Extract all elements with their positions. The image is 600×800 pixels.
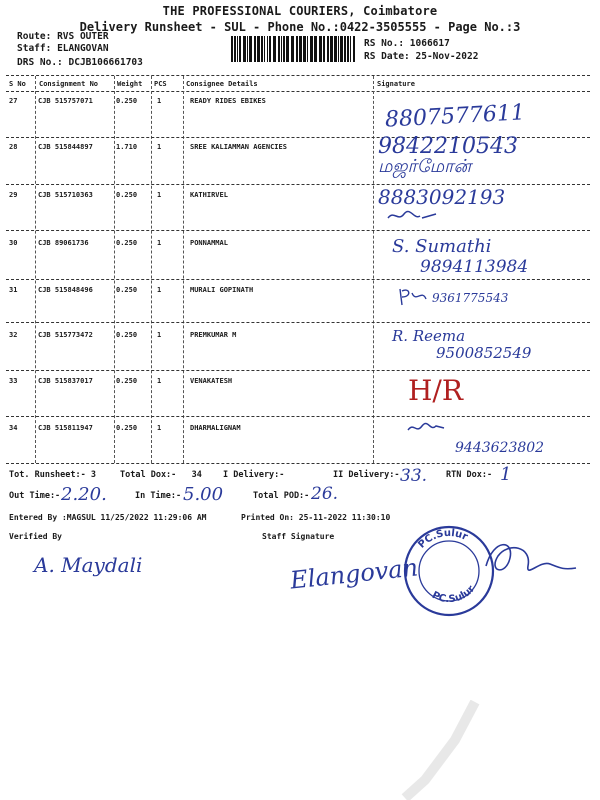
total-pod: Total POD:- bbox=[253, 491, 310, 501]
col-pcs: PCS bbox=[154, 80, 167, 88]
out-time-value: 2.20. bbox=[61, 484, 107, 505]
barcode-bar bbox=[353, 36, 355, 62]
barcode-bar bbox=[330, 36, 333, 62]
row-signature: 8807577611 bbox=[384, 100, 526, 133]
rtn-dox-value: 1 bbox=[500, 464, 512, 485]
row-weight: 0.250 bbox=[116, 286, 138, 294]
row-consignee: MURALI GOPINATH bbox=[190, 286, 254, 294]
stamp-top-text: PC.Sulur bbox=[416, 527, 470, 551]
row-signature: 9443623802 bbox=[455, 440, 545, 456]
barcode-bar bbox=[303, 36, 306, 62]
row-pcs: 1 bbox=[157, 191, 162, 199]
total-dox: Total Dox:- 34 bbox=[120, 470, 202, 480]
verified-signature: A. Maydali bbox=[34, 553, 143, 577]
row-signature-extra: 9500852549 bbox=[436, 344, 532, 362]
row-rule bbox=[6, 230, 590, 231]
row-sno: 31 bbox=[9, 286, 18, 294]
row-consignment: CJB 515811947 bbox=[38, 424, 93, 432]
col-signature: Signature bbox=[377, 80, 415, 88]
row-pcs: 1 bbox=[157, 143, 162, 151]
out-time: Out Time:- bbox=[9, 491, 61, 501]
svg-text:PC.Sulur bbox=[416, 528, 469, 551]
row-rule bbox=[6, 279, 590, 280]
row-consignment: CJB 515757071 bbox=[38, 97, 93, 105]
barcode-bar bbox=[243, 36, 246, 62]
col-divider bbox=[114, 76, 115, 463]
row-rule bbox=[6, 416, 590, 417]
rs-date-line: RS Date: 25-Nov-2022 bbox=[364, 51, 479, 62]
staff-value: ELANGOVAN bbox=[57, 43, 109, 54]
total-runsheet: Tot. Runsheet:- 3 bbox=[9, 470, 97, 480]
rs-no-line: RS No.: 1066617 bbox=[364, 38, 450, 49]
row-sno: 30 bbox=[9, 239, 18, 247]
row-pcs: 1 bbox=[157, 286, 162, 294]
row-signature: R. Reema bbox=[392, 327, 466, 345]
barcode-graphic bbox=[229, 36, 359, 62]
barcode-bar bbox=[261, 36, 263, 62]
staff-line: Staff: ELANGOVAN bbox=[17, 43, 109, 54]
barcode-bar bbox=[340, 36, 343, 62]
col-sno: S No bbox=[9, 80, 26, 88]
ii-delivery-value: 33. bbox=[400, 466, 428, 486]
row-signature: 9361775543 bbox=[432, 291, 509, 305]
row-sno: 33 bbox=[9, 377, 18, 385]
in-time-value: 5.00 bbox=[183, 484, 224, 505]
table-top-rule bbox=[6, 75, 590, 76]
barcode-bar bbox=[338, 36, 339, 62]
row-signature-scribble bbox=[396, 285, 432, 309]
barcode-bar bbox=[307, 36, 308, 62]
row-consignment: CJB 515837017 bbox=[38, 377, 93, 385]
col-consignee: Consignee Details bbox=[186, 80, 258, 88]
row-consignee: KATHIRVEL bbox=[190, 191, 228, 199]
row-weight: 0.250 bbox=[116, 191, 138, 199]
route-value: RVS OUTER bbox=[57, 31, 109, 42]
row-signature-extra: 9894113984 bbox=[420, 257, 529, 277]
barcode-bar bbox=[254, 36, 256, 62]
barcode-bar bbox=[269, 36, 271, 62]
staff-signature-label: Staff Signature bbox=[262, 532, 335, 541]
barcode-bar bbox=[234, 36, 236, 62]
staff-signature: Elangovan bbox=[288, 553, 420, 595]
row-signature: H/R bbox=[408, 374, 463, 407]
header-bottom-rule bbox=[6, 91, 590, 92]
row-rule bbox=[6, 322, 590, 323]
row-pcs: 1 bbox=[157, 377, 162, 385]
row-signature-extra: மஜர்மோன் bbox=[378, 156, 472, 177]
row-signature-scribble bbox=[384, 206, 444, 226]
i-delivery: I Delivery:- bbox=[223, 470, 285, 480]
row-pcs: 1 bbox=[157, 97, 162, 105]
entered-by: Entered By :MAGSUL 11/25/2022 11:29:06 AM bbox=[9, 513, 207, 522]
row-weight: 0.250 bbox=[116, 331, 138, 339]
barcode-bar bbox=[344, 36, 346, 62]
row-consignment: CJB 515710363 bbox=[38, 191, 93, 199]
barcode-bar bbox=[327, 36, 329, 62]
barcode-bar bbox=[257, 36, 260, 62]
col-divider bbox=[151, 76, 152, 463]
barcode-bar bbox=[231, 36, 233, 62]
barcode-bar bbox=[291, 36, 294, 62]
company-title: THE PROFESSIONAL COURIERS, Coimbatore bbox=[162, 4, 438, 18]
barcode-bar bbox=[314, 36, 317, 62]
row-weight: 1.710 bbox=[116, 143, 138, 151]
row-consignee: PONNAMMAL bbox=[190, 239, 228, 247]
row-rule bbox=[6, 370, 590, 371]
barcode-bar bbox=[296, 36, 298, 62]
barcode-bar bbox=[310, 36, 313, 62]
stamp-bottom-text: PC.Sulur bbox=[430, 583, 478, 606]
barcode-bar bbox=[247, 36, 248, 62]
barcode-bar bbox=[319, 36, 322, 62]
row-consignee: PREMKUMAR M bbox=[190, 331, 237, 339]
row-signature-scribble bbox=[406, 420, 446, 436]
drs-value: DCJB106661703 bbox=[68, 57, 143, 68]
rs-date-value: 25-Nov-2022 bbox=[415, 51, 479, 62]
row-weight: 0.250 bbox=[116, 97, 138, 105]
barcode-bar bbox=[334, 36, 337, 62]
row-consignee: DHARMALIGNAM bbox=[190, 424, 241, 432]
row-sno: 29 bbox=[9, 191, 18, 199]
row-pcs: 1 bbox=[157, 331, 162, 339]
row-weight: 0.250 bbox=[116, 424, 138, 432]
row-consignee: SREE KALIAMMAN AGENCIES bbox=[190, 143, 287, 151]
barcode-bar bbox=[323, 36, 325, 62]
barcode-bar bbox=[299, 36, 302, 62]
rs-no-value: 1066617 bbox=[409, 38, 450, 49]
in-time: In Time:- bbox=[135, 491, 182, 501]
paper-fold-mark bbox=[395, 700, 485, 800]
row-consignment: CJB 515848496 bbox=[38, 286, 93, 294]
row-pcs: 1 bbox=[157, 239, 162, 247]
barcode-bar bbox=[278, 36, 280, 62]
row-signature: S. Sumathi bbox=[392, 236, 492, 257]
row-weight: 0.250 bbox=[116, 377, 138, 385]
barcode-bar bbox=[281, 36, 282, 62]
row-sno: 27 bbox=[9, 97, 18, 105]
row-sno: 28 bbox=[9, 143, 18, 151]
row-consignment: CJB 515844897 bbox=[38, 143, 93, 151]
row-signature: 8883092193 bbox=[378, 185, 506, 209]
svg-text:PC.Sulur bbox=[430, 584, 477, 605]
barcode-bar bbox=[264, 36, 265, 62]
rtn-dox: RTN Dox:- bbox=[446, 470, 493, 480]
drs-line: DRS No.: DCJB106661703 bbox=[17, 57, 143, 68]
row-consignment: CJB 515773472 bbox=[38, 331, 93, 339]
barcode-bar bbox=[267, 36, 268, 62]
barcode-bar bbox=[283, 36, 285, 62]
row-consignee: VENAKATESH bbox=[190, 377, 233, 385]
total-pod-value: 26. bbox=[311, 484, 339, 504]
barcode-bar bbox=[237, 36, 238, 62]
printed-on: Printed On: 25-11-2022 11:30:10 bbox=[241, 513, 391, 522]
barcode-bar bbox=[286, 36, 289, 62]
barcode bbox=[229, 36, 359, 62]
col-divider bbox=[373, 76, 374, 463]
barcode-bar bbox=[239, 36, 241, 62]
verified-by-label: Verified By bbox=[9, 532, 62, 541]
row-consignment: CJB 89061736 bbox=[38, 239, 89, 247]
route-line: Route: RVS OUTER bbox=[17, 31, 109, 42]
row-sno: 32 bbox=[9, 331, 18, 339]
barcode-bar bbox=[350, 36, 351, 62]
row-weight: 0.250 bbox=[116, 239, 138, 247]
col-divider bbox=[183, 76, 184, 463]
stamp-scribble bbox=[480, 536, 580, 586]
row-pcs: 1 bbox=[157, 424, 162, 432]
col-weight: Weight bbox=[117, 80, 143, 88]
row-consignee: READY RIDES EBIKES bbox=[190, 97, 266, 105]
row-sno: 34 bbox=[9, 424, 18, 432]
runsheet-subtitle: Delivery Runsheet - SUL - Phone No.:0422-3505555 - Page No.:3 bbox=[79, 20, 521, 34]
col-consignment: Consignment No bbox=[39, 80, 99, 88]
col-divider bbox=[35, 76, 36, 463]
barcode-bar bbox=[273, 36, 276, 62]
row-signature: 9842210543 bbox=[378, 134, 518, 159]
ii-delivery: II Delivery:- bbox=[333, 470, 400, 480]
barcode-bar bbox=[249, 36, 252, 62]
barcode-bar bbox=[347, 36, 349, 62]
